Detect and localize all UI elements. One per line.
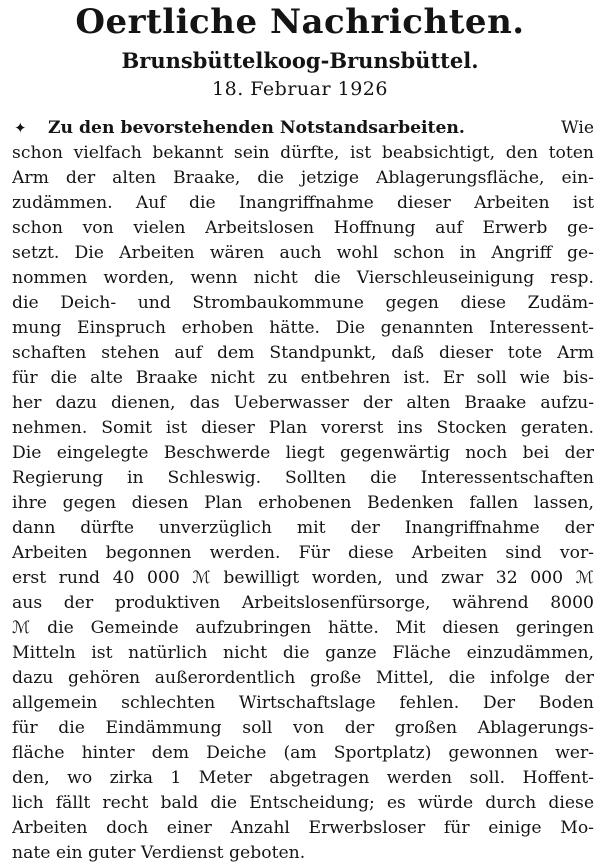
article-body <box>12 116 594 866</box>
article-line: allgemein schlechten Wirtschaftslage fehlen. Der Boden <box>12 693 594 713</box>
article-line: schon vielfach bekannt sein dürfte, ist beabsichtigt, den toten <box>12 143 594 163</box>
article-first-line <box>12 116 594 141</box>
article-line: dann dürfte unverzüglich mit der Inangriffnahme der <box>12 518 594 538</box>
dateline: 18. Februar 1926 <box>212 78 388 100</box>
article-line: Mitteln ist natürlich nicht die ganze Fläche einzudämmen, <box>12 643 594 663</box>
article-line: ℳ die Gemeinde aufzubringen hätte. Mit diesen geringen <box>12 618 594 638</box>
article-line: nehmen. Somit ist dieser Plan vorerst ins Stocken geraten. <box>12 418 594 438</box>
article-lines <box>12 141 594 866</box>
article-line: nommen worden, wenn nicht die Vierschleuseinigung resp. <box>12 268 594 288</box>
article-line: Arm der alten Braake, die jetzige Ablagerungsfläche, ein- <box>12 168 594 188</box>
article-line: fläche hinter dem Deiche (am Sportplatz) gewonnen wer- <box>12 743 594 763</box>
ornament-icon: ✦ <box>14 119 27 137</box>
article-line: aus der produktiven Arbeitslosenfürsorge, während 8000 <box>12 593 594 613</box>
article-line: Regierung in Schleswig. Sollten die Interessentschaften <box>12 468 594 488</box>
article-line: nate ein guter Verdienst geboten. <box>12 843 306 863</box>
article-line: zudämmen. Auf die Inangriffnahme dieser Arbeiten ist <box>12 193 594 213</box>
article-line: setzt. Die Arbeiten wären auch wohl schon in Angriff ge- <box>12 243 594 263</box>
article-title: Zu den bevorstehenden Notstandsarbeiten. <box>48 118 465 138</box>
article-line: Arbeiten doch einer Anzahl Erwerbsloser für einige Mo- <box>12 818 594 838</box>
article-line: schon von vielen Arbeitslosen Hoffnung auf Erwerb ge- <box>12 218 594 238</box>
article-line: mung Einspruch erhoben hätte. Die genannten Interessent- <box>12 318 594 338</box>
article-line: für die Eindämmung soll von der großen Ablagerungs- <box>12 718 594 738</box>
location-subheading: Brunsbüttelkoog-Brunsbüttel. <box>121 48 479 73</box>
article-line: schaften stehen auf dem Standpunkt, daß dieser tote Arm <box>12 343 594 363</box>
article-line: Arbeiten begonnen werden. Für diese Arbeiten sind vor- <box>12 543 594 563</box>
article-line: her dazu dienen, das Ueberwasser der alten Braake aufzu- <box>12 393 594 413</box>
article-line: den, wo zirka 1 Meter abgetragen werden soll. Hoffent- <box>12 768 594 788</box>
article-line: lich fällt recht bald die Entscheidung; es würde durch diese <box>12 793 594 813</box>
article-line: die Deich- und Strombaukommune gegen diese Zudäm- <box>12 293 594 313</box>
article-line: Die eingelegte Beschwerde liegt gegenwärtig noch bei der <box>12 443 594 463</box>
section-headline: Oertliche Nachrichten. <box>75 2 525 42</box>
article-first-line-rest: Wie <box>560 118 594 138</box>
article-line: erst rund 40 000 ℳ bewilligt worden, und zwar 32 000 ℳ <box>12 568 594 588</box>
article-line: ihre gegen diesen Plan erhobenen Bedenken fallen lassen, <box>12 493 594 513</box>
article-line: dazu gehören außerordentlich große Mittel, die infolge der <box>12 668 594 688</box>
article-line: für die alte Braake nicht zu entbehren ist. Er soll wie bis- <box>12 368 594 388</box>
